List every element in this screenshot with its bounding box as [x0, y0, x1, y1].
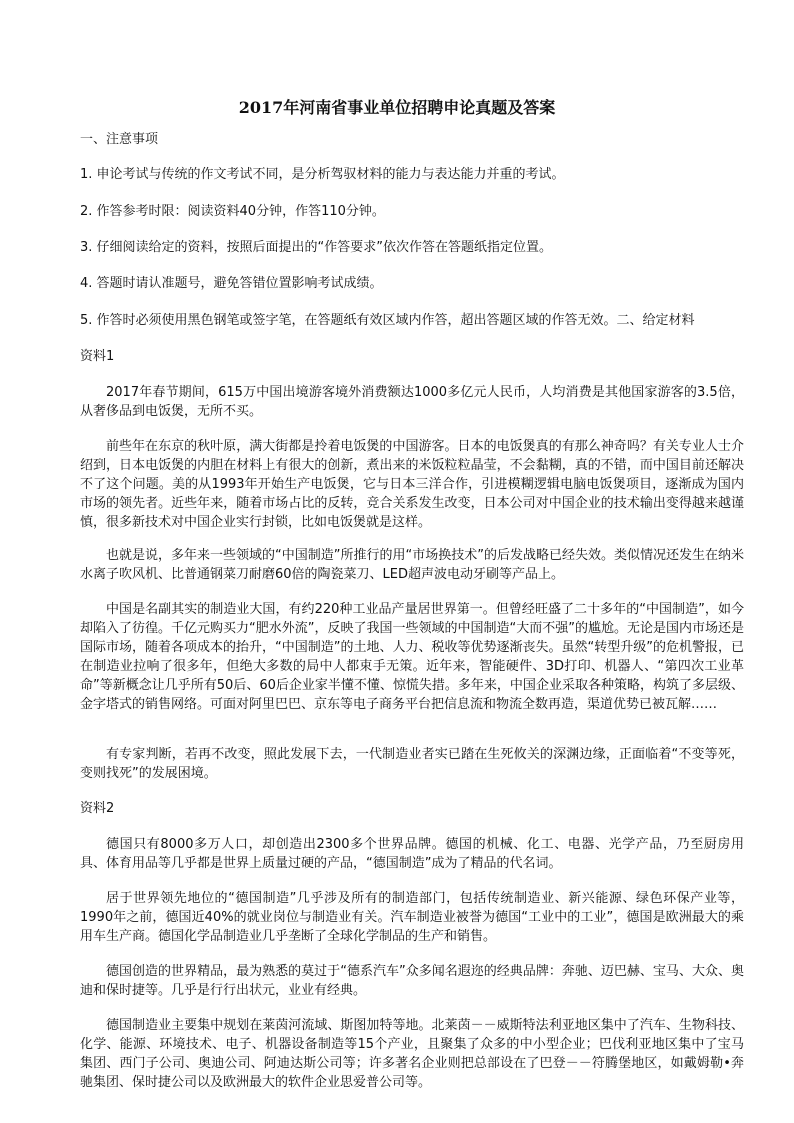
- material-2-label: 资料2: [80, 801, 115, 816]
- material-2-paragraph: 德国制造业主要集中规划在莱茵河流域、斯图加特等地。北莱茵－－威斯特法利亚地区集中了汽车、生物科技、化学、能源、环境技术、电子、机器设备制造等15个产业，且聚集了众多的中小型企业；巴伐利亚地区集中了宝马集团、西门子公司、奥迪公司、阿迪达斯公司等；许多著名企业则把总部设在了巴登－－符腾堡地区，如戴姆勒•奔驰集团、保时捷公司以及欧洲最大的软件企业思爱普公司等。: [80, 1018, 744, 1090]
- material-1-label: 资料1: [80, 349, 115, 364]
- material-1-paragraph: 2017年春节期间，615万中国出境游客境外消费额达1000多亿元人民币，人均消费是其他国家游客的3.5倍，从奢侈品到电饭煲，无所不买。: [80, 385, 744, 419]
- material-1-paragraph: 有专家判断，若再不改变，照此发展下去，一代制造业者实已踏在生死攸关的深渊边缘，正面临着“不变等死，变则找死”的发展困境。: [80, 747, 744, 781]
- note-item-3: 3. 仔细阅读给定的资料，按照后面提出的“作答要求”依次作答在答题纸指定位置。: [80, 240, 553, 255]
- document-title: 2017年河南省事业单位招聘申论真题及答案: [238, 97, 556, 117]
- material-1-paragraph: 前些年在东京的秋叶原，满大街都是拎着电饭煲的中国游客。日本的电饭煲真的有那么神奇吗？有关专业人士介绍到，日本电饭煲的内胆在材料上有很大的创新，煮出来的米饭粒粒晶莹，不会黏糊，真的不错，而中国目前还解决不了这个问题。美的从1993年开始生产电饭煲，它与日本三洋合作，引进模糊逻辑电脑电饭煲项目，逐渐成为国内市场的领先者。近些年来，随着市场占比的反转，竞合关系发生改变，日本公司对中国企业的技术输出变得越来越谨慎，很多新技术对中国企业实行封锁，比如电饭煲就是这样。: [80, 439, 744, 530]
- note-item-5: 5. 作答时必须使用黑色钢笔或签字笔，在答题纸有效区域内作答，超出答题区域的作答无效。二、给定材料: [80, 313, 695, 328]
- section-heading-notes: 一、注意事项: [80, 132, 159, 147]
- material-2-paragraph: 居于世界领先地位的“德国制造”几乎涉及所有的制造部门，包括传统制造业、新兴能源、绿色环保产业等，1990年之前，德国近40%的就业岗位与制造业有关。汽车制造业被誉为德国“工业中的工业”，德国是欧洲最大的乘用车生产商。德国化学品制造业几乎垄断了全球化学制品的生产和销售。: [80, 891, 744, 944]
- material-1-paragraph: 也就是说，多年来一些领域的“中国制造”所推行的用“市场换技术”的后发战略已经失效。类似情况还发生在纳米水离子吹风机、比普通钢菜刀耐磨60倍的陶瓷菜刀、LED超声波电动牙刷等产品上。: [80, 548, 744, 582]
- note-item-2: 2. 作答参考时限：阅读资料40分钟，作答110分钟。: [80, 204, 385, 219]
- material-2-paragraph: 德国只有8000多万人口，却创造出2300多个世界品牌。德国的机械、化工、电器、光学产品，乃至厨房用具、体育用品等几乎都是世界上质量过硬的产品，“德国制造”成为了精品的代名词。: [80, 837, 744, 871]
- note-item-1: 1. 申论考试与传统的作文考试不同，是分析驾驭材料的能力与表达能力并重的考试。: [80, 167, 565, 182]
- note-item-4: 4. 答题时请认准题号，避免答错位置影响考试成绩。: [80, 276, 383, 291]
- material-2-paragraph: 德国创造的世界精品，最为熟悉的莫过于“德系汽车”众多闻名遐迩的经典品牌：奔驰、迈巴赫、宝马、大众、奥迪和保时捷等。几乎是行行出状元，业业有经典。: [80, 964, 744, 998]
- material-1-paragraph: 中国是名副其实的制造业大国，有约220种工业品产量居世界第一。但曾经旺盛了二十多年的“中国制造”，如今却陷入了彷徨。千亿元购买力“肥水外流”，反映了我国一些领域的中国制造“大而不强”的尴尬。无论是国内市场还是国际市场，随着各项成本的抬升，“中国制造”的土地、人力、税收等优势逐渐丧失。虽然“转型升级”的危机警报，已在制造业拉响了很多年，但绝大多数的局中人都束手无策。近年来，智能硬件、3D打印、机器人、“第四次工业革命”等新概念让几乎所有50后、60后企业家半懂不懂、惊慌失措。多年来，中国企业采取各种策略，构筑了多层级、金字塔式的销售网络。可面对阿里巴巴、京东等电子商务平台把信息流和物流全数再造，渠道优势已被瓦解……: [80, 602, 744, 712]
